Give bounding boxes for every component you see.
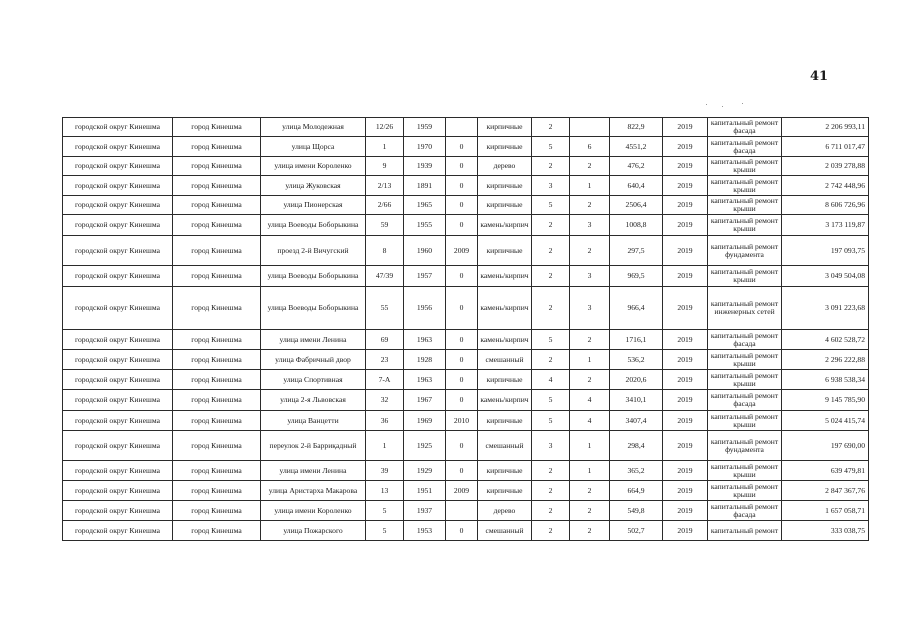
cell-work-type: капитальный ремонт крыши [708,176,782,196]
cell-cost: 197 093,75 [782,236,869,266]
cell-wall-material: камень/кирпич [478,266,532,287]
cell-year-renovated: 0 [446,521,478,541]
cell-year-renovated: 2009 [446,481,478,501]
cell-wall-material: смешанный [478,431,532,461]
cell-entrances: 2 [570,521,610,541]
cell-floors: 2 [532,350,570,370]
table-row [63,137,869,157]
cell-municipality: городской округ Кинешма [63,370,173,390]
cell-year-built: 1891 [404,176,446,196]
cell-plan-year: 2019 [663,137,708,157]
cell-plan-year: 2019 [663,501,708,521]
cell-city: город Кинешма [173,118,261,137]
cell-cost: 3 091 223,68 [782,287,869,330]
cell-year-renovated: 2010 [446,411,478,431]
cell-year-built: 1929 [404,461,446,481]
cell-house-number: 5 [366,521,404,541]
cell-municipality: городской округ Кинешма [63,176,173,196]
cell-city: город Кинешма [173,236,261,266]
cell-house-number: 69 [366,330,404,350]
cell-floors: 2 [532,501,570,521]
cell-city: город Кинешма [173,501,261,521]
cell-house-number: 13 [366,481,404,501]
table-row [63,287,869,330]
cell-entrances: 1 [570,431,610,461]
cell-plan-year: 2019 [663,390,708,411]
cell-entrances: 1 [570,461,610,481]
cell-street: улица имени Ленина [261,330,366,350]
cell-street: улица Аристарха Макарова [261,481,366,501]
cell-street: улица Воеводы Боборыкина [261,215,366,236]
cell-entrances: 3 [570,287,610,330]
cell-work-type: капитальный ремонт фасада [708,137,782,157]
cell-floors: 2 [532,236,570,266]
cell-area: 298,4 [610,431,663,461]
cell-city: город Кинешма [173,266,261,287]
cell-work-type: капитальный ремонт фундамента [708,236,782,266]
cell-municipality: городской округ Кинешма [63,390,173,411]
cell-plan-year: 2019 [663,157,708,176]
cell-year-built: 1953 [404,521,446,541]
cell-municipality: городской округ Кинешма [63,481,173,501]
cell-wall-material: дерево [478,501,532,521]
cell-year-renovated: 2009 [446,236,478,266]
cell-year-built: 1937 [404,501,446,521]
cell-floors: 2 [532,215,570,236]
cell-house-number: 39 [366,461,404,481]
cell-year-renovated: 0 [446,266,478,287]
cell-cost: 3 049 504,08 [782,266,869,287]
cell-area: 640,4 [610,176,663,196]
cell-cost: 1 657 058,71 [782,501,869,521]
cell-work-type: капитальный ремонт фасада [708,118,782,137]
table-row [63,481,869,501]
cell-year-renovated: 0 [446,176,478,196]
cell-house-number: 23 [366,350,404,370]
cell-municipality: городской округ Кинешма [63,137,173,157]
cell-year-renovated: 0 [446,350,478,370]
cell-entrances: 6 [570,137,610,157]
cell-cost: 2 296 222,88 [782,350,869,370]
cell-street: улица Жуковская [261,176,366,196]
cell-area: 502,7 [610,521,663,541]
cell-municipality: городской округ Кинешма [63,196,173,215]
table-row [63,370,869,390]
table-row [63,501,869,521]
cell-plan-year: 2019 [663,287,708,330]
cell-house-number: 36 [366,411,404,431]
cell-entrances: 3 [570,266,610,287]
cell-year-renovated: 0 [446,196,478,215]
cell-year-built: 1925 [404,431,446,461]
cell-entrances: 1 [570,176,610,196]
cell-house-number: 32 [366,390,404,411]
cell-street: улица Ванцетти [261,411,366,431]
cell-floors: 3 [532,431,570,461]
table-row [63,176,869,196]
table-row [63,330,869,350]
cell-area: 536,2 [610,350,663,370]
cell-work-type: капитальный ремонт крыши [708,481,782,501]
cell-year-built: 1939 [404,157,446,176]
cell-area: 966,4 [610,287,663,330]
cell-area: 4551,2 [610,137,663,157]
cell-wall-material: кирпичные [478,236,532,266]
cell-street: улица имени Короленко [261,157,366,176]
cell-cost: 8 606 726,96 [782,196,869,215]
cell-municipality: городской округ Кинешма [63,157,173,176]
cell-area: 549,8 [610,501,663,521]
cell-city: город Кинешма [173,196,261,215]
cell-city: город Кинешма [173,287,261,330]
cell-floors: 5 [532,137,570,157]
cell-street: улица Спортивная [261,370,366,390]
cell-work-type: капитальный ремонт крыши [708,350,782,370]
cell-plan-year: 2019 [663,196,708,215]
cell-year-built: 1965 [404,196,446,215]
cell-plan-year: 2019 [663,266,708,287]
cell-cost: 2 206 993,11 [782,118,869,137]
cell-cost: 2 039 278,88 [782,157,869,176]
cell-municipality: городской округ Кинешма [63,350,173,370]
cell-city: город Кинешма [173,481,261,501]
cell-street: улица Пионерская [261,196,366,215]
cell-area: 1008,8 [610,215,663,236]
cell-floors: 5 [532,330,570,350]
cell-city: город Кинешма [173,330,261,350]
cell-year-built: 1963 [404,370,446,390]
table-row [63,118,869,137]
scan-speck [706,104,707,105]
cell-plan-year: 2019 [663,236,708,266]
scan-speck [722,106,723,107]
cell-floors: 3 [532,176,570,196]
cell-floors: 2 [532,461,570,481]
cell-wall-material: смешанный [478,521,532,541]
cell-cost: 639 479,81 [782,461,869,481]
cell-wall-material: камень/кирпич [478,390,532,411]
cell-entrances: 2 [570,330,610,350]
cell-wall-material: кирпичные [478,196,532,215]
cell-area: 1716,1 [610,330,663,350]
cell-wall-material: кирпичные [478,176,532,196]
cell-street: улица Щорса [261,137,366,157]
cell-plan-year: 2019 [663,215,708,236]
cell-municipality: городской округ Кинешма [63,330,173,350]
cell-work-type: капитальный ремонт фасада [708,501,782,521]
cell-floors: 2 [532,287,570,330]
cell-work-type: капитальный ремонт фасада [708,390,782,411]
cell-year-renovated: 0 [446,287,478,330]
cell-area: 664,9 [610,481,663,501]
cell-wall-material: камень/кирпич [478,215,532,236]
cell-municipality: городской округ Кинешма [63,501,173,521]
cell-municipality: городской округ Кинешма [63,521,173,541]
cell-street: улица имени Короленко [261,501,366,521]
cell-house-number: 2/66 [366,196,404,215]
cell-year-built: 1967 [404,390,446,411]
cell-plan-year: 2019 [663,431,708,461]
cell-municipality: городской округ Кинешма [63,236,173,266]
cell-cost: 9 145 785,90 [782,390,869,411]
cell-entrances: 4 [570,390,610,411]
cell-work-type: капитальный ремонт крыши [708,461,782,481]
cell-work-type: капитальный ремонт фундамента [708,431,782,461]
cell-house-number: 1 [366,137,404,157]
cell-entrances: 4 [570,411,610,431]
cell-work-type: капитальный ремонт [708,521,782,541]
cell-year-renovated: 0 [446,461,478,481]
cell-area: 3407,4 [610,411,663,431]
cell-year-built: 1956 [404,287,446,330]
cell-wall-material: кирпичные [478,370,532,390]
cell-house-number: 12/26 [366,118,404,137]
cell-floors: 2 [532,266,570,287]
cell-wall-material: кирпичные [478,118,532,137]
cell-area: 2020,6 [610,370,663,390]
cell-year-built: 1970 [404,137,446,157]
cell-entrances: 2 [570,481,610,501]
cell-wall-material: смешанный [478,350,532,370]
cell-year-renovated [446,501,478,521]
cell-work-type: капитальный ремонт фасада [708,330,782,350]
cell-year-renovated: 0 [446,157,478,176]
cell-street: улица Пожарского [261,521,366,541]
cell-city: город Кинешма [173,411,261,431]
cell-area: 476,2 [610,157,663,176]
cell-floors: 2 [532,157,570,176]
cell-entrances [570,118,610,137]
cell-house-number: 2/13 [366,176,404,196]
cell-municipality: городской округ Кинешма [63,431,173,461]
cell-municipality: городской округ Кинешма [63,461,173,481]
cell-cost: 333 038,75 [782,521,869,541]
cell-cost: 6 938 538,34 [782,370,869,390]
cell-entrances: 1 [570,350,610,370]
cell-work-type: капитальный ремонт инженерных сетей [708,287,782,330]
cell-city: город Кинешма [173,176,261,196]
cell-house-number: 5 [366,501,404,521]
cell-plan-year: 2019 [663,176,708,196]
cell-house-number: 9 [366,157,404,176]
cell-cost: 197 690,00 [782,431,869,461]
cell-house-number: 1 [366,431,404,461]
cell-floors: 5 [532,411,570,431]
cell-plan-year: 2019 [663,118,708,137]
cell-plan-year: 2019 [663,350,708,370]
cell-year-renovated: 0 [446,390,478,411]
cell-house-number: 8 [366,236,404,266]
cell-wall-material: камень/кирпич [478,330,532,350]
cell-work-type: капитальный ремонт крыши [708,411,782,431]
page-number: 41 [810,69,829,84]
cell-floors: 2 [532,521,570,541]
cell-wall-material: дерево [478,157,532,176]
cell-house-number: 59 [366,215,404,236]
cell-cost: 4 602 528,72 [782,330,869,350]
cell-floors: 5 [532,390,570,411]
cell-street: улица имени Ленина [261,461,366,481]
cell-year-built: 1928 [404,350,446,370]
cell-year-built: 1959 [404,118,446,137]
cell-area: 365,2 [610,461,663,481]
table-row [63,350,869,370]
cell-floors: 5 [532,196,570,215]
cell-year-built: 1951 [404,481,446,501]
cell-year-built: 1969 [404,411,446,431]
cell-floors: 2 [532,481,570,501]
cell-wall-material: кирпичные [478,461,532,481]
cell-area: 297,5 [610,236,663,266]
cell-cost: 2 847 367,76 [782,481,869,501]
cell-year-built: 1963 [404,330,446,350]
table-row [63,411,869,431]
cell-area: 969,5 [610,266,663,287]
cell-work-type: капитальный ремонт крыши [708,157,782,176]
cell-year-built: 1955 [404,215,446,236]
table-row [63,215,869,236]
cell-year-renovated: 0 [446,137,478,157]
cell-municipality: городской округ Кинешма [63,266,173,287]
cell-plan-year: 2019 [663,411,708,431]
cell-street: проезд 2-й Вичугский [261,236,366,266]
cell-house-number: 47/39 [366,266,404,287]
cell-entrances: 2 [570,370,610,390]
cell-wall-material: кирпичные [478,137,532,157]
cell-area: 822,9 [610,118,663,137]
scan-speck [742,103,743,104]
cell-plan-year: 2019 [663,330,708,350]
table-row [63,431,869,461]
cell-year-renovated: 0 [446,370,478,390]
table-row [63,521,869,541]
cell-area: 2506,4 [610,196,663,215]
cell-work-type: капитальный ремонт крыши [708,215,782,236]
table-row [63,266,869,287]
table-row [63,236,869,266]
cell-plan-year: 2019 [663,461,708,481]
cell-city: город Кинешма [173,370,261,390]
cell-plan-year: 2019 [663,521,708,541]
cell-cost: 5 024 415,74 [782,411,869,431]
cell-entrances: 2 [570,236,610,266]
cell-year-renovated [446,118,478,137]
cell-municipality: городской округ Кинешма [63,411,173,431]
table-row [63,157,869,176]
cell-city: город Кинешма [173,521,261,541]
cell-city: город Кинешма [173,461,261,481]
cell-house-number: 7-А [366,370,404,390]
cell-year-built: 1957 [404,266,446,287]
cell-cost: 6 711 017,47 [782,137,869,157]
cell-entrances: 2 [570,196,610,215]
cell-municipality: городской округ Кинешма [63,215,173,236]
cell-street: улица Фабричный двор [261,350,366,370]
cell-city: город Кинешма [173,215,261,236]
cell-street: улица Молодежная [261,118,366,137]
cell-entrances: 3 [570,215,610,236]
cell-street: улица Воеводы Боборыкина [261,287,366,330]
table-row [63,461,869,481]
cell-wall-material: кирпичные [478,481,532,501]
cell-wall-material: камень/кирпич [478,287,532,330]
cell-work-type: капитальный ремонт крыши [708,370,782,390]
cell-floors: 2 [532,118,570,137]
registry-table [62,117,869,541]
cell-area: 3410,1 [610,390,663,411]
cell-city: город Кинешма [173,390,261,411]
cell-cost: 2 742 448,96 [782,176,869,196]
cell-city: город Кинешма [173,137,261,157]
cell-year-renovated: 0 [446,431,478,461]
cell-city: город Кинешма [173,431,261,461]
table-body [63,118,869,541]
cell-municipality: городской округ Кинешма [63,118,173,137]
cell-entrances: 2 [570,501,610,521]
table-row [63,390,869,411]
cell-city: город Кинешма [173,157,261,176]
cell-street: улица 2-я Львовская [261,390,366,411]
cell-plan-year: 2019 [663,481,708,501]
cell-year-renovated: 0 [446,330,478,350]
cell-work-type: капитальный ремонт крыши [708,266,782,287]
cell-cost: 3 173 119,87 [782,215,869,236]
cell-year-built: 1960 [404,236,446,266]
cell-house-number: 55 [366,287,404,330]
cell-street: переулок 2-й Барриқадный [261,431,366,461]
cell-work-type: капитальный ремонт крыши [708,196,782,215]
cell-wall-material: кирпичные [478,411,532,431]
cell-street: улица Воеводы Боборыкина [261,266,366,287]
cell-floors: 4 [532,370,570,390]
cell-plan-year: 2019 [663,370,708,390]
cell-entrances: 2 [570,157,610,176]
cell-municipality: городской округ Кинешма [63,287,173,330]
cell-city: город Кинешма [173,350,261,370]
table-row [63,196,869,215]
cell-year-renovated: 0 [446,215,478,236]
